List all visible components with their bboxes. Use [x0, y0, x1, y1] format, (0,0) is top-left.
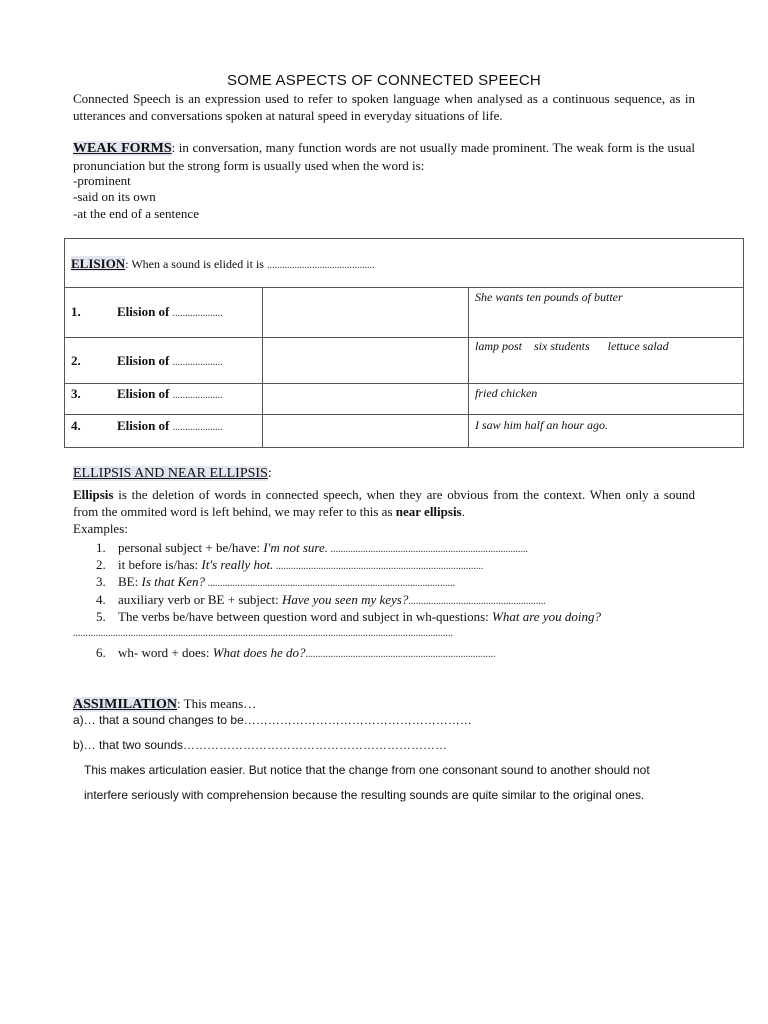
elision-blank: ........................................... — [266, 260, 375, 271]
elision-row-number: 4. — [71, 418, 81, 433]
ellipsis-example: 1. personal subject + be/have: I'm not sure. ............................................................................... — [96, 540, 528, 555]
weak-forms-heading: WEAK FORMS — [73, 141, 172, 156]
intro-paragraph: Connected Speech is an expression used to refer to spoken language when analysed as a continuous sequence, as in utterances and conversations spoken at natural speed in everyday situations of life. — [73, 91, 695, 123]
elision-row-label: Elision of .................... — [117, 386, 223, 401]
ellipsis-example: 4. auxiliary verb or BE + subject: Have you seen my keys?....................................................... — [96, 592, 546, 607]
elision-row-number: 1. — [71, 304, 81, 319]
elision-text: : When a sound is elided it is — [125, 257, 267, 271]
elision-row-number: 2. — [71, 353, 81, 368]
elision-row-label: Elision of .................... — [117, 353, 223, 368]
page-title: SOME ASPECTS OF CONNECTED SPEECH — [227, 72, 541, 89]
weak-form-item: -said on its own — [73, 189, 156, 204]
elision-header — [71, 256, 374, 272]
examples-label: Examples: — [73, 521, 128, 536]
weak-form-item: -at the end of a sentence — [73, 206, 199, 221]
ellipsis-example: 3. BE: Is that Ken? ................................................................................................... — [96, 574, 456, 589]
assimilation-note-2: interfere seriously with comprehension because the resulting sounds are quite similar to the original ones. — [84, 788, 645, 802]
elision-row-example: She wants ten pounds of butter — [475, 290, 623, 304]
ellipsis-example: 2. it before is/has: It's really hot. ................................................................................... — [96, 557, 484, 572]
elision-row-example: fried chicken — [475, 386, 538, 400]
assimilation-heading: ASSIMILATION — [73, 697, 177, 712]
elision-row-example: I saw him half an hour ago. — [475, 418, 609, 432]
ellipsis-heading-line: ELLIPSIS AND NEAR ELLIPSIS: — [73, 466, 272, 481]
ellipsis-example: 6. wh- word + does: What does he do?............................................................................ — [96, 645, 496, 660]
ellipsis-answer-line: ........................................................................................................................................................ — [73, 628, 453, 639]
ellipsis-heading: ELLIPSIS AND NEAR ELLIPSIS — [73, 466, 268, 481]
elision-heading: ELISION — [71, 256, 126, 271]
elision-row-example: lamp post six students lettuce salad — [475, 339, 669, 353]
assimilation-note-1: This makes articulation easier. But notice that the change from one consonant sound to another should not — [84, 763, 650, 777]
weak-form-item: -prominent — [73, 173, 131, 188]
weak-forms-paragraph — [73, 139, 695, 174]
elision-row-label: Elision of .................... — [117, 418, 223, 433]
weak-forms-text: : in conversation, many function words are not usually made prominent. The weak form is the usual pronunciation but the strong form is usually used when the word is: — [73, 140, 695, 173]
assimilation-heading-line: ASSIMILATION: This means… — [73, 696, 257, 712]
elision-table — [64, 238, 744, 448]
elision-row-label: Elision of .................... — [117, 304, 223, 319]
ellipsis-paragraph: Ellipsis is the deletion of words in connected speech, when they are obvious from the context. When only a sound from the ommited word is left behind, we may refer to this as near ellipsis. — [73, 487, 695, 519]
assimilation-b: b)… that two sounds………………………………………………………… — [73, 738, 448, 752]
assimilation-a: a)… that a sound changes to be………………………………………………… — [73, 713, 472, 727]
ellipsis-example: 5. The verbs be/have between question word and subject in wh-questions: What are you doing? — [96, 609, 601, 624]
elision-row-number: 3. — [71, 386, 81, 401]
